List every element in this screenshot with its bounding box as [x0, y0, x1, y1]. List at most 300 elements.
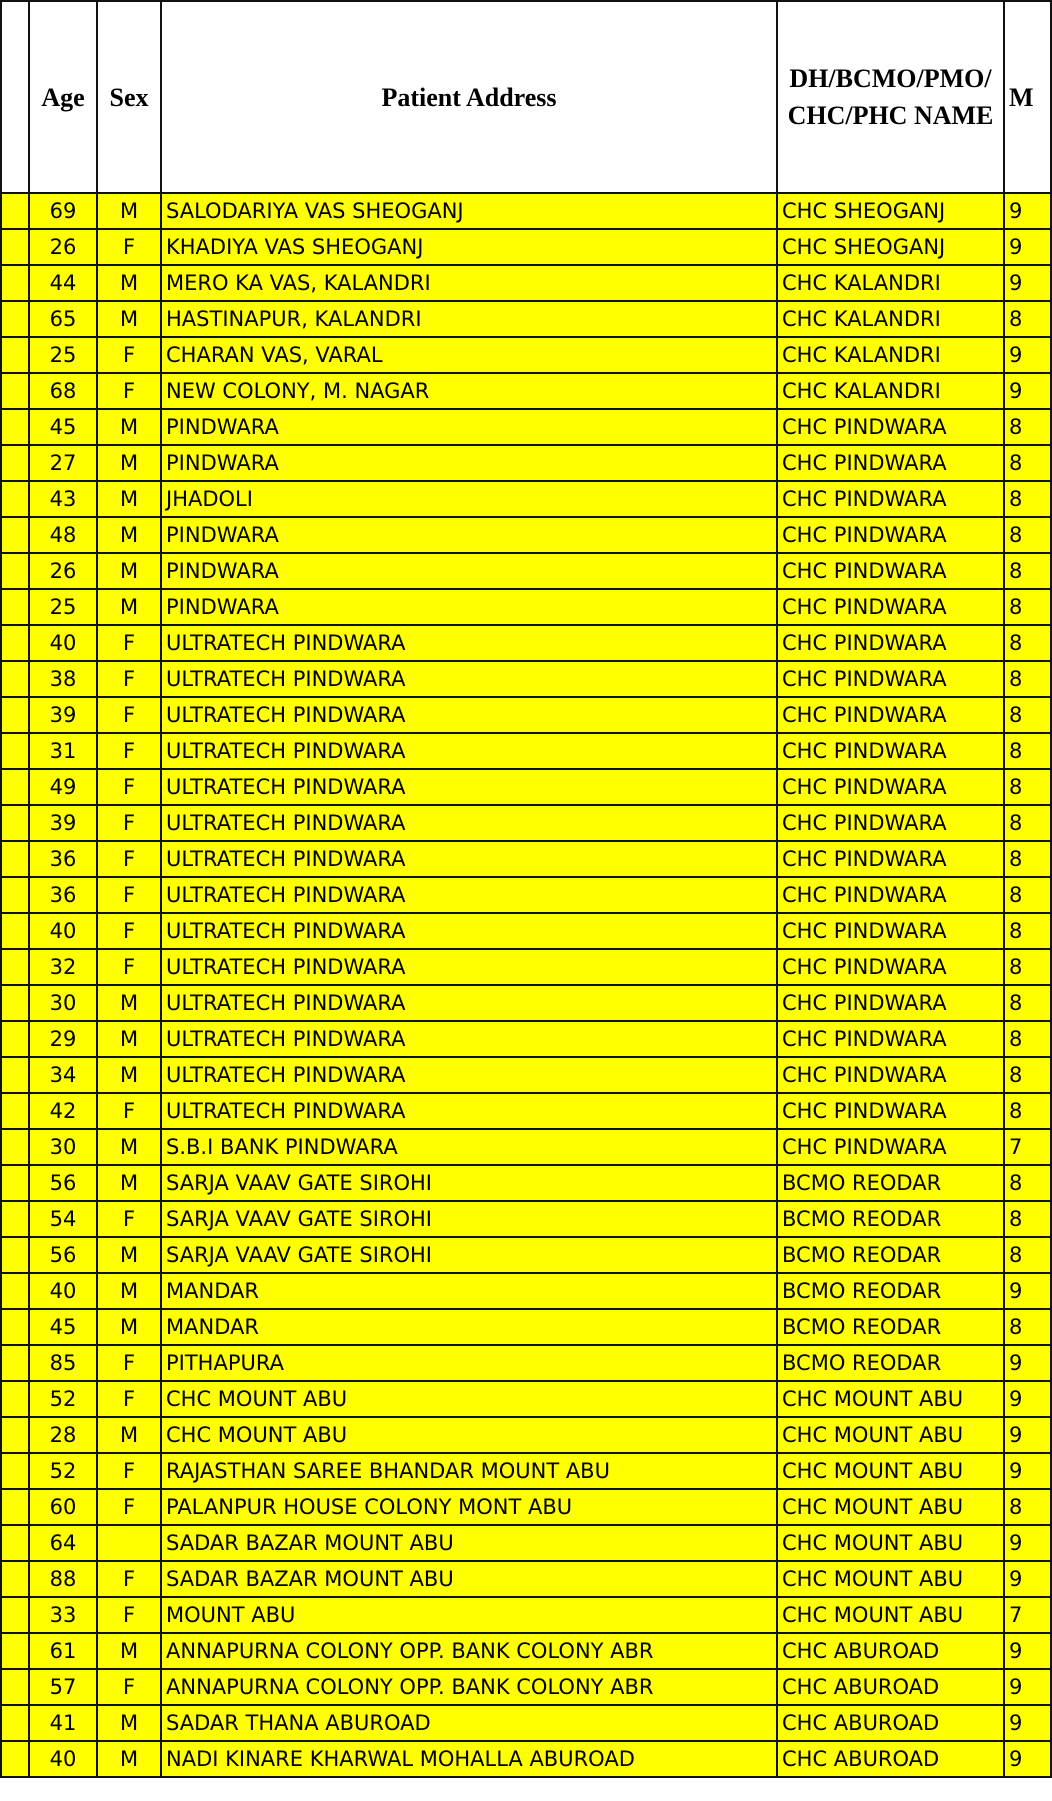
cell-patient-address: KHADIYA VAS SHEOGANJ: [161, 229, 777, 265]
cell-next: 8: [1004, 445, 1051, 481]
cell-facility-name: CHC PINDWARA: [777, 1057, 1004, 1093]
cell-next: 9: [1004, 1633, 1051, 1669]
cell-facility-name: CHC PINDWARA: [777, 445, 1004, 481]
cell-sex: F: [97, 625, 161, 661]
cell-prev: [1, 841, 29, 877]
cell-sex: F: [97, 877, 161, 913]
table-row: [1, 877, 1051, 913]
cell-prev: [1, 373, 29, 409]
cell-sex: F: [97, 1669, 161, 1705]
table-row: [1, 805, 1051, 841]
cell-next: 9: [1004, 1705, 1051, 1741]
cell-next: 7: [1004, 1129, 1051, 1165]
table-row: [1, 1273, 1051, 1309]
cell-facility-name: CHC PINDWARA: [777, 949, 1004, 985]
header-prev-column: [1, 1, 29, 193]
cell-sex: F: [97, 1093, 161, 1129]
cell-sex: F: [97, 661, 161, 697]
cell-patient-address: ULTRATECH PINDWARA: [161, 1021, 777, 1057]
cell-age: 30: [29, 985, 97, 1021]
cell-sex: M: [97, 1273, 161, 1309]
cell-age: 28: [29, 1417, 97, 1453]
cell-age: 30: [29, 1129, 97, 1165]
table-row: [1, 913, 1051, 949]
cell-age: 60: [29, 1489, 97, 1525]
cell-patient-address: JHADOLI: [161, 481, 777, 517]
cell-prev: [1, 553, 29, 589]
cell-next: 8: [1004, 1489, 1051, 1525]
cell-facility-name: CHC PINDWARA: [777, 1021, 1004, 1057]
cell-next: 8: [1004, 625, 1051, 661]
cell-age: 43: [29, 481, 97, 517]
table-row: [1, 1525, 1051, 1561]
table-row: [1, 193, 1051, 229]
cell-prev: [1, 733, 29, 769]
cell-facility-name: CHC KALANDRI: [777, 337, 1004, 373]
cell-sex: M: [97, 1129, 161, 1165]
cell-sex: M: [97, 1417, 161, 1453]
cell-sex: M: [97, 589, 161, 625]
cell-patient-address: CHC MOUNT ABU: [161, 1381, 777, 1417]
cell-sex: M: [97, 517, 161, 553]
cell-facility-name: CHC ABUROAD: [777, 1741, 1004, 1777]
cell-age: 36: [29, 877, 97, 913]
cell-next: 8: [1004, 481, 1051, 517]
cell-age: 40: [29, 1273, 97, 1309]
cell-sex: F: [97, 1561, 161, 1597]
cell-age: 40: [29, 913, 97, 949]
cell-sex: F: [97, 1201, 161, 1237]
cell-patient-address: ULTRATECH PINDWARA: [161, 949, 777, 985]
cell-age: 56: [29, 1165, 97, 1201]
cell-patient-address: ULTRATECH PINDWARA: [161, 841, 777, 877]
header-row: [1, 1, 1051, 193]
cell-facility-name: BCMO REODAR: [777, 1345, 1004, 1381]
cell-next: 8: [1004, 1057, 1051, 1093]
cell-facility-name: CHC PINDWARA: [777, 553, 1004, 589]
cell-patient-address: ULTRATECH PINDWARA: [161, 697, 777, 733]
cell-prev: [1, 1237, 29, 1273]
cell-next: 8: [1004, 1237, 1051, 1273]
cell-facility-name: CHC PINDWARA: [777, 841, 1004, 877]
cell-patient-address: ULTRATECH PINDWARA: [161, 733, 777, 769]
cell-age: 65: [29, 301, 97, 337]
cell-patient-address: ULTRATECH PINDWARA: [161, 877, 777, 913]
cell-sex: M: [97, 1741, 161, 1777]
cell-prev: [1, 481, 29, 517]
header-age: Age: [29, 1, 97, 193]
cell-patient-address: CHARAN VAS, VARAL: [161, 337, 777, 373]
cell-next: 9: [1004, 265, 1051, 301]
cell-next: 8: [1004, 1309, 1051, 1345]
cell-prev: [1, 1345, 29, 1381]
cell-prev: [1, 1309, 29, 1345]
cell-sex: M: [97, 985, 161, 1021]
cell-patient-address: PINDWARA: [161, 553, 777, 589]
cell-patient-address: CHC MOUNT ABU: [161, 1417, 777, 1453]
cell-patient-address: SARJA VAAV GATE SIROHI: [161, 1201, 777, 1237]
cell-age: 54: [29, 1201, 97, 1237]
cell-facility-name: CHC SHEOGANJ: [777, 193, 1004, 229]
cell-age: 31: [29, 733, 97, 769]
cell-facility-name: CHC PINDWARA: [777, 1093, 1004, 1129]
cell-age: 45: [29, 1309, 97, 1345]
cell-prev: [1, 877, 29, 913]
cell-sex: F: [97, 1381, 161, 1417]
cell-next: 9: [1004, 193, 1051, 229]
table-row: [1, 949, 1051, 985]
cell-facility-name: CHC MOUNT ABU: [777, 1525, 1004, 1561]
table-row: [1, 625, 1051, 661]
cell-age: 69: [29, 193, 97, 229]
table-row: [1, 1741, 1051, 1777]
cell-patient-address: ULTRATECH PINDWARA: [161, 1093, 777, 1129]
cell-prev: [1, 1633, 29, 1669]
table-row: [1, 1237, 1051, 1273]
cell-age: 41: [29, 1705, 97, 1741]
header-facility-name: DH/BCMO/PMO/CHC/PHC NAME: [777, 1, 1004, 193]
cell-facility-name: CHC ABUROAD: [777, 1669, 1004, 1705]
cell-sex: M: [97, 1705, 161, 1741]
table-row: [1, 517, 1051, 553]
cell-patient-address: NADI KINARE KHARWAL MOHALLA ABUROAD: [161, 1741, 777, 1777]
cell-facility-name: CHC PINDWARA: [777, 877, 1004, 913]
cell-sex: F: [97, 1489, 161, 1525]
table-row: [1, 697, 1051, 733]
cell-sex: M: [97, 1633, 161, 1669]
cell-patient-address: ULTRATECH PINDWARA: [161, 625, 777, 661]
cell-next: 8: [1004, 553, 1051, 589]
cell-facility-name: CHC KALANDRI: [777, 373, 1004, 409]
table-row: [1, 1057, 1051, 1093]
cell-next: 8: [1004, 841, 1051, 877]
table-row: [1, 1129, 1051, 1165]
cell-prev: [1, 1525, 29, 1561]
cell-facility-name: CHC KALANDRI: [777, 265, 1004, 301]
cell-prev: [1, 337, 29, 373]
table-row: [1, 1309, 1051, 1345]
cell-patient-address: PINDWARA: [161, 409, 777, 445]
cell-next: 8: [1004, 517, 1051, 553]
cell-next: 8: [1004, 1021, 1051, 1057]
cell-age: 26: [29, 229, 97, 265]
cell-sex: M: [97, 445, 161, 481]
cell-age: 39: [29, 697, 97, 733]
table-row: [1, 769, 1051, 805]
cell-prev: [1, 1561, 29, 1597]
cell-prev: [1, 1669, 29, 1705]
cell-patient-address: SADAR BAZAR MOUNT ABU: [161, 1561, 777, 1597]
cell-next: 8: [1004, 877, 1051, 913]
cell-patient-address: ANNAPURNA COLONY OPP. BANK COLONY ABR: [161, 1633, 777, 1669]
cell-patient-address: PINDWARA: [161, 517, 777, 553]
cell-sex: M: [97, 1057, 161, 1093]
cell-sex: M: [97, 1165, 161, 1201]
cell-facility-name: CHC ABUROAD: [777, 1633, 1004, 1669]
cell-next: 9: [1004, 1741, 1051, 1777]
cell-sex: M: [97, 1021, 161, 1057]
cell-sex: F: [97, 841, 161, 877]
table-row: [1, 229, 1051, 265]
cell-patient-address: HASTINAPUR, KALANDRI: [161, 301, 777, 337]
table-row: [1, 1345, 1051, 1381]
cell-age: 61: [29, 1633, 97, 1669]
table-row: [1, 841, 1051, 877]
cell-next: 8: [1004, 769, 1051, 805]
cell-facility-name: CHC SHEOGANJ: [777, 229, 1004, 265]
table-body: [1, 193, 1051, 1777]
cell-age: 42: [29, 1093, 97, 1129]
cell-prev: [1, 445, 29, 481]
cell-facility-name: CHC PINDWARA: [777, 985, 1004, 1021]
cell-prev: [1, 1741, 29, 1777]
table-row: [1, 1669, 1051, 1705]
cell-sex: F: [97, 1345, 161, 1381]
table-row: [1, 1381, 1051, 1417]
cell-facility-name: BCMO REODAR: [777, 1273, 1004, 1309]
cell-sex: M: [97, 193, 161, 229]
cell-next: 7: [1004, 1597, 1051, 1633]
cell-age: 38: [29, 661, 97, 697]
cell-facility-name: BCMO REODAR: [777, 1237, 1004, 1273]
cell-sex: M: [97, 1309, 161, 1345]
cell-next: 8: [1004, 1093, 1051, 1129]
cell-prev: [1, 409, 29, 445]
cell-patient-address: ULTRATECH PINDWARA: [161, 985, 777, 1021]
header-next-column: M: [1004, 1, 1051, 193]
cell-sex: [97, 1525, 161, 1561]
table-row: [1, 481, 1051, 517]
cell-facility-name: BCMO REODAR: [777, 1201, 1004, 1237]
cell-next: 8: [1004, 985, 1051, 1021]
cell-facility-name: CHC MOUNT ABU: [777, 1489, 1004, 1525]
cell-facility-name: CHC MOUNT ABU: [777, 1453, 1004, 1489]
cell-facility-name: CHC PINDWARA: [777, 589, 1004, 625]
cell-patient-address: PINDWARA: [161, 445, 777, 481]
cell-prev: [1, 301, 29, 337]
cell-patient-address: MOUNT ABU: [161, 1597, 777, 1633]
table-row: [1, 1489, 1051, 1525]
cell-facility-name: CHC MOUNT ABU: [777, 1561, 1004, 1597]
cell-prev: [1, 661, 29, 697]
cell-facility-name: CHC KALANDRI: [777, 301, 1004, 337]
cell-facility-name: CHC PINDWARA: [777, 805, 1004, 841]
cell-next: 8: [1004, 589, 1051, 625]
cell-prev: [1, 229, 29, 265]
cell-patient-address: SARJA VAAV GATE SIROHI: [161, 1237, 777, 1273]
cell-age: 68: [29, 373, 97, 409]
table-row: [1, 1453, 1051, 1489]
cell-sex: M: [97, 265, 161, 301]
cell-prev: [1, 1165, 29, 1201]
cell-patient-address: MANDAR: [161, 1309, 777, 1345]
table-row: [1, 1597, 1051, 1633]
cell-age: 52: [29, 1381, 97, 1417]
cell-age: 32: [29, 949, 97, 985]
cell-patient-address: ULTRATECH PINDWARA: [161, 913, 777, 949]
cell-sex: F: [97, 229, 161, 265]
cell-age: 33: [29, 1597, 97, 1633]
cell-age: 34: [29, 1057, 97, 1093]
cell-age: 26: [29, 553, 97, 589]
cell-sex: M: [97, 409, 161, 445]
cell-age: 52: [29, 1453, 97, 1489]
table-row: [1, 1093, 1051, 1129]
cell-prev: [1, 1489, 29, 1525]
cell-prev: [1, 193, 29, 229]
cell-prev: [1, 1453, 29, 1489]
cell-sex: M: [97, 1237, 161, 1273]
cell-patient-address: ULTRATECH PINDWARA: [161, 661, 777, 697]
cell-facility-name: CHC PINDWARA: [777, 913, 1004, 949]
cell-sex: F: [97, 733, 161, 769]
cell-facility-name: CHC PINDWARA: [777, 625, 1004, 661]
cell-patient-address: ULTRATECH PINDWARA: [161, 769, 777, 805]
cell-age: 25: [29, 337, 97, 373]
header-patient-address: Patient Address: [161, 1, 777, 193]
cell-prev: [1, 1381, 29, 1417]
cell-prev: [1, 589, 29, 625]
cell-facility-name: CHC PINDWARA: [777, 409, 1004, 445]
cell-sex: F: [97, 913, 161, 949]
cell-next: 8: [1004, 301, 1051, 337]
cell-age: 64: [29, 1525, 97, 1561]
cell-next: 9: [1004, 1381, 1051, 1417]
cell-prev: [1, 1021, 29, 1057]
cell-facility-name: BCMO REODAR: [777, 1309, 1004, 1345]
cell-sex: F: [97, 805, 161, 841]
cell-prev: [1, 769, 29, 805]
table-row: [1, 1561, 1051, 1597]
cell-patient-address: MERO KA VAS, KALANDRI: [161, 265, 777, 301]
cell-age: 36: [29, 841, 97, 877]
cell-next: 9: [1004, 1669, 1051, 1705]
cell-patient-address: SARJA VAAV GATE SIROHI: [161, 1165, 777, 1201]
table-row: [1, 409, 1051, 445]
table-row: [1, 301, 1051, 337]
cell-facility-name: CHC PINDWARA: [777, 769, 1004, 805]
cell-next: 8: [1004, 913, 1051, 949]
cell-age: 44: [29, 265, 97, 301]
cell-prev: [1, 1417, 29, 1453]
cell-next: 8: [1004, 409, 1051, 445]
cell-prev: [1, 517, 29, 553]
cell-facility-name: CHC PINDWARA: [777, 481, 1004, 517]
cell-facility-name: CHC PINDWARA: [777, 1129, 1004, 1165]
cell-prev: [1, 697, 29, 733]
cell-next: 9: [1004, 1417, 1051, 1453]
header-sex: Sex: [97, 1, 161, 193]
cell-prev: [1, 949, 29, 985]
cell-prev: [1, 1273, 29, 1309]
cell-prev: [1, 1201, 29, 1237]
cell-sex: M: [97, 553, 161, 589]
cell-next: 9: [1004, 1561, 1051, 1597]
table-row: [1, 553, 1051, 589]
cell-next: 8: [1004, 805, 1051, 841]
table-row: [1, 589, 1051, 625]
table-row: [1, 1201, 1051, 1237]
table-row: [1, 337, 1051, 373]
cell-facility-name: CHC MOUNT ABU: [777, 1597, 1004, 1633]
cell-next: 8: [1004, 733, 1051, 769]
cell-prev: [1, 1705, 29, 1741]
cell-patient-address: PITHAPURA: [161, 1345, 777, 1381]
cell-patient-address: NEW COLONY, M. NAGAR: [161, 373, 777, 409]
cell-prev: [1, 1129, 29, 1165]
cell-prev: [1, 913, 29, 949]
table-row: [1, 1705, 1051, 1741]
cell-facility-name: CHC MOUNT ABU: [777, 1417, 1004, 1453]
cell-patient-address: ULTRATECH PINDWARA: [161, 1057, 777, 1093]
cell-next: 9: [1004, 1273, 1051, 1309]
cell-next: 8: [1004, 661, 1051, 697]
cell-sex: M: [97, 481, 161, 517]
cell-patient-address: RAJASTHAN SAREE BHANDAR MOUNT ABU: [161, 1453, 777, 1489]
cell-prev: [1, 985, 29, 1021]
cell-next: 9: [1004, 229, 1051, 265]
cell-patient-address: MANDAR: [161, 1273, 777, 1309]
cell-sex: F: [97, 949, 161, 985]
cell-patient-address: ANNAPURNA COLONY OPP. BANK COLONY ABR: [161, 1669, 777, 1705]
cell-next: 8: [1004, 1201, 1051, 1237]
cell-facility-name: CHC MOUNT ABU: [777, 1381, 1004, 1417]
cell-next: 8: [1004, 949, 1051, 985]
cell-next: 9: [1004, 337, 1051, 373]
cell-next: 9: [1004, 1345, 1051, 1381]
cell-facility-name: CHC PINDWARA: [777, 661, 1004, 697]
table-row: [1, 1417, 1051, 1453]
cell-facility-name: CHC ABUROAD: [777, 1705, 1004, 1741]
cell-next: 8: [1004, 697, 1051, 733]
cell-age: 40: [29, 625, 97, 661]
cell-next: 9: [1004, 1453, 1051, 1489]
cell-sex: F: [97, 1453, 161, 1489]
cell-age: 48: [29, 517, 97, 553]
table-row: [1, 373, 1051, 409]
cell-age: 39: [29, 805, 97, 841]
cell-patient-address: ULTRATECH PINDWARA: [161, 805, 777, 841]
cell-age: 29: [29, 1021, 97, 1057]
cell-prev: [1, 1057, 29, 1093]
table-row: [1, 1633, 1051, 1669]
cell-facility-name: CHC PINDWARA: [777, 697, 1004, 733]
cell-prev: [1, 265, 29, 301]
cell-facility-name: CHC PINDWARA: [777, 733, 1004, 769]
table-row: [1, 265, 1051, 301]
cell-patient-address: SALODARIYA VAS SHEOGANJ: [161, 193, 777, 229]
cell-next: 9: [1004, 1525, 1051, 1561]
table-row: [1, 985, 1051, 1021]
cell-sex: F: [97, 373, 161, 409]
cell-age: 25: [29, 589, 97, 625]
table-row: [1, 1165, 1051, 1201]
cell-facility-name: CHC PINDWARA: [777, 517, 1004, 553]
table-row: [1, 661, 1051, 697]
table-row: [1, 445, 1051, 481]
cell-age: 57: [29, 1669, 97, 1705]
cell-sex: F: [97, 769, 161, 805]
cell-prev: [1, 805, 29, 841]
table-row: [1, 733, 1051, 769]
cell-age: 45: [29, 409, 97, 445]
table-row: [1, 1021, 1051, 1057]
cell-facility-name: BCMO REODAR: [777, 1165, 1004, 1201]
cell-prev: [1, 1597, 29, 1633]
cell-patient-address: SADAR THANA ABUROAD: [161, 1705, 777, 1741]
cell-age: 40: [29, 1741, 97, 1777]
cell-patient-address: PINDWARA: [161, 589, 777, 625]
